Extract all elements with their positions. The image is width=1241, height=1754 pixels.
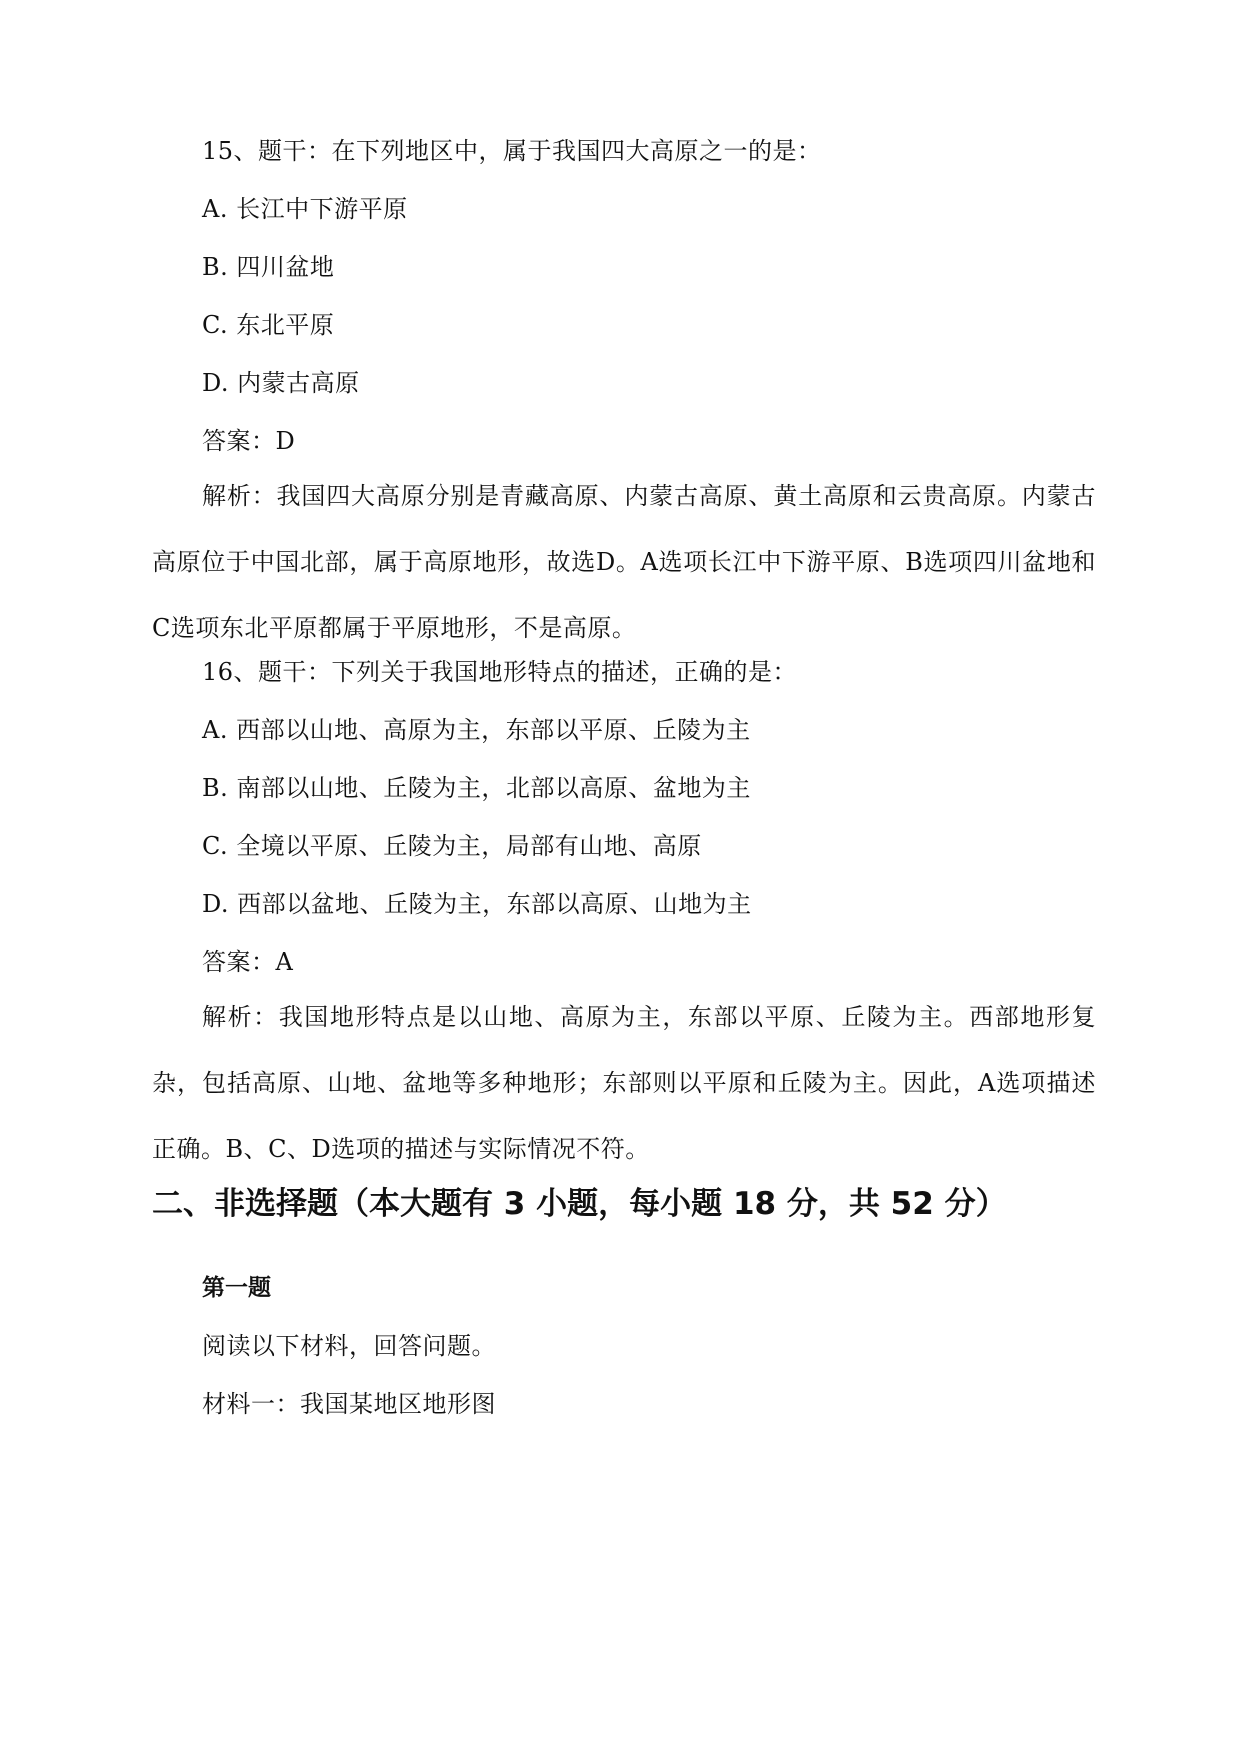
- q15-option-d: D. 内蒙古高原: [202, 369, 360, 397]
- q16-answer: 答案：A: [202, 948, 294, 976]
- q16-option-d: D. 西部以盆地、丘陵为主，东部以高原、山地为主: [202, 890, 752, 918]
- material-one-caption: 材料一：我国某地区地形图: [202, 1390, 496, 1418]
- q15-stem: 15、题干：在下列地区中，属于我国四大高原之一的是：: [202, 137, 822, 165]
- q15-option-c: C. 东北平原: [202, 311, 335, 339]
- q16-option-c: C. 全境以平原、丘陵为主，局部有山地、高原: [202, 832, 702, 860]
- q15-option-b: B. 四川盆地: [202, 253, 335, 281]
- section-heading: 二、非选择题（本大题有 3 小题，每小题 18 分，共 52 分）: [152, 1186, 1007, 1222]
- reading-instruction: 阅读以下材料，回答问题。: [202, 1332, 496, 1360]
- q16-option-a: A. 西部以山地、高原为主，东部以平原、丘陵为主: [202, 716, 751, 744]
- q15-answer: 答案：D: [202, 427, 296, 455]
- q16-option-b: B. 南部以山地、丘陵为主，北部以高原、盆地为主: [202, 774, 751, 802]
- first-question-label: 第一题: [202, 1275, 271, 1301]
- q15-analysis: 解析：我国四大高原分别是青藏高原、内蒙古高原、黄土高原和云贵高原。内蒙古高原位于中国北部，属于高原地形，故选D。A选项长江中下游平原、B选项四川盆地和C选项东北平原都属于平原地形，不是高原。: [152, 482, 1096, 642]
- q15-option-a: A. 长江中下游平原: [202, 195, 408, 223]
- q16-analysis: 解析：我国地形特点是以山地、高原为主，东部以平原、丘陵为主。西部地形复杂，包括高原、山地、盆地等多种地形；东部则以平原和丘陵为主。因此，A选项描述正确。B、C、D选项的描述与实际情况不符。: [152, 1003, 1096, 1163]
- q16-stem: 16、题干：下列关于我国地形特点的描述，正确的是：: [202, 658, 798, 686]
